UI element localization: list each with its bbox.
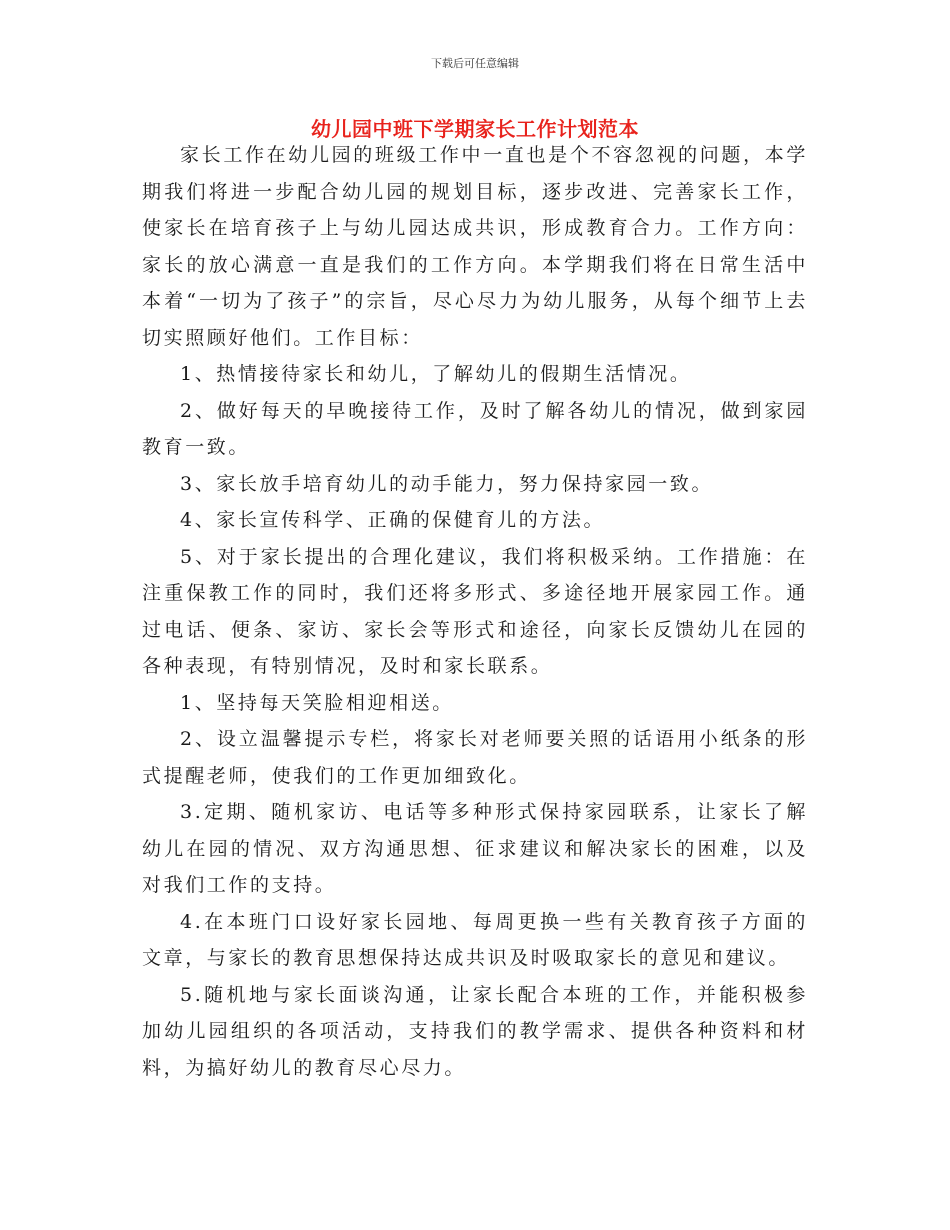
paragraph-goal-1: 1、热情接待家长和幼儿，了解幼儿的假期生活情况。 (180, 363, 692, 385)
document-body (142, 137, 808, 1086)
paragraph-measure-3: 3.定期、随机家访、电话等多种形式保持家园联系，让家长了解幼儿在园的情况、双方沟通思想、征求建议和解决家长的困难，以及对我们工作的支持。 (142, 801, 808, 896)
paragraph-measure-2: 2、设立温馨提示专栏，将家长对老师要关照的话语用小纸条的形式提醒老师，使我们的工作更加细致化。 (142, 728, 808, 787)
paragraph-goal-5: 5、对于家长提出的合理化建议，我们将积极采纳。工作措施：在注重保教工作的同时，我们还将多形式、多途径地开展家园工作。通过电话、便条、家访、家长会等形式和途径，向家长反馈幼儿在园的各种表现，有特别情况，及时和家长联系。 (142, 545, 808, 677)
paragraph-measure-1: 1、坚持每天笑脸相迎相送。 (180, 691, 454, 714)
header-note: 下载后可任意编辑 (431, 57, 519, 70)
paragraph-goal-2: 2、做好每天的早晚接待工作，及时了解各幼儿的情况，做到家园教育一致。 (142, 399, 808, 458)
paragraph-measure-4: 4.在本班门口设好家长园地、每周更换一些有关教育孩子方面的文章，与家长的教育思想保持达成共识及时吸取家长的意见和建议。 (142, 910, 808, 969)
paragraph-goal-4: 4、家长宣传科学、正确的保健育儿的方法。 (180, 509, 606, 531)
paragraph-measure-5: 5.随机地与家长面谈沟通，让家长配合本班的工作，并能积极参加幼儿园组织的各项活动，支持我们的教学需求、提供各种资料和材料，为搞好幼儿的教育尽心尽力。 (142, 983, 808, 1079)
document-title: 幼儿园中班下学期家长工作计划范本 (311, 117, 639, 141)
paragraph-goal-3: 3、家长放手培育幼儿的动手能力，努力保持家园一致。 (180, 472, 714, 495)
paragraph-intro: 家长工作在幼儿园的班级工作中一直也是个不容忽视的问题，本学期我们将进一步配合幼儿园的规划目标，逐步改进、完善家长工作，使家长在培育孩子上与幼儿园达成共识，形成教育合力。工作方向：家长的放心满意一直是我们的工作方向。本学期我们将在日常生活中本着“一切为了孩子”的宗旨，尽心尽力为幼儿服务，从每个细节上去切实照顾好他们。工作目标： (142, 144, 808, 349)
